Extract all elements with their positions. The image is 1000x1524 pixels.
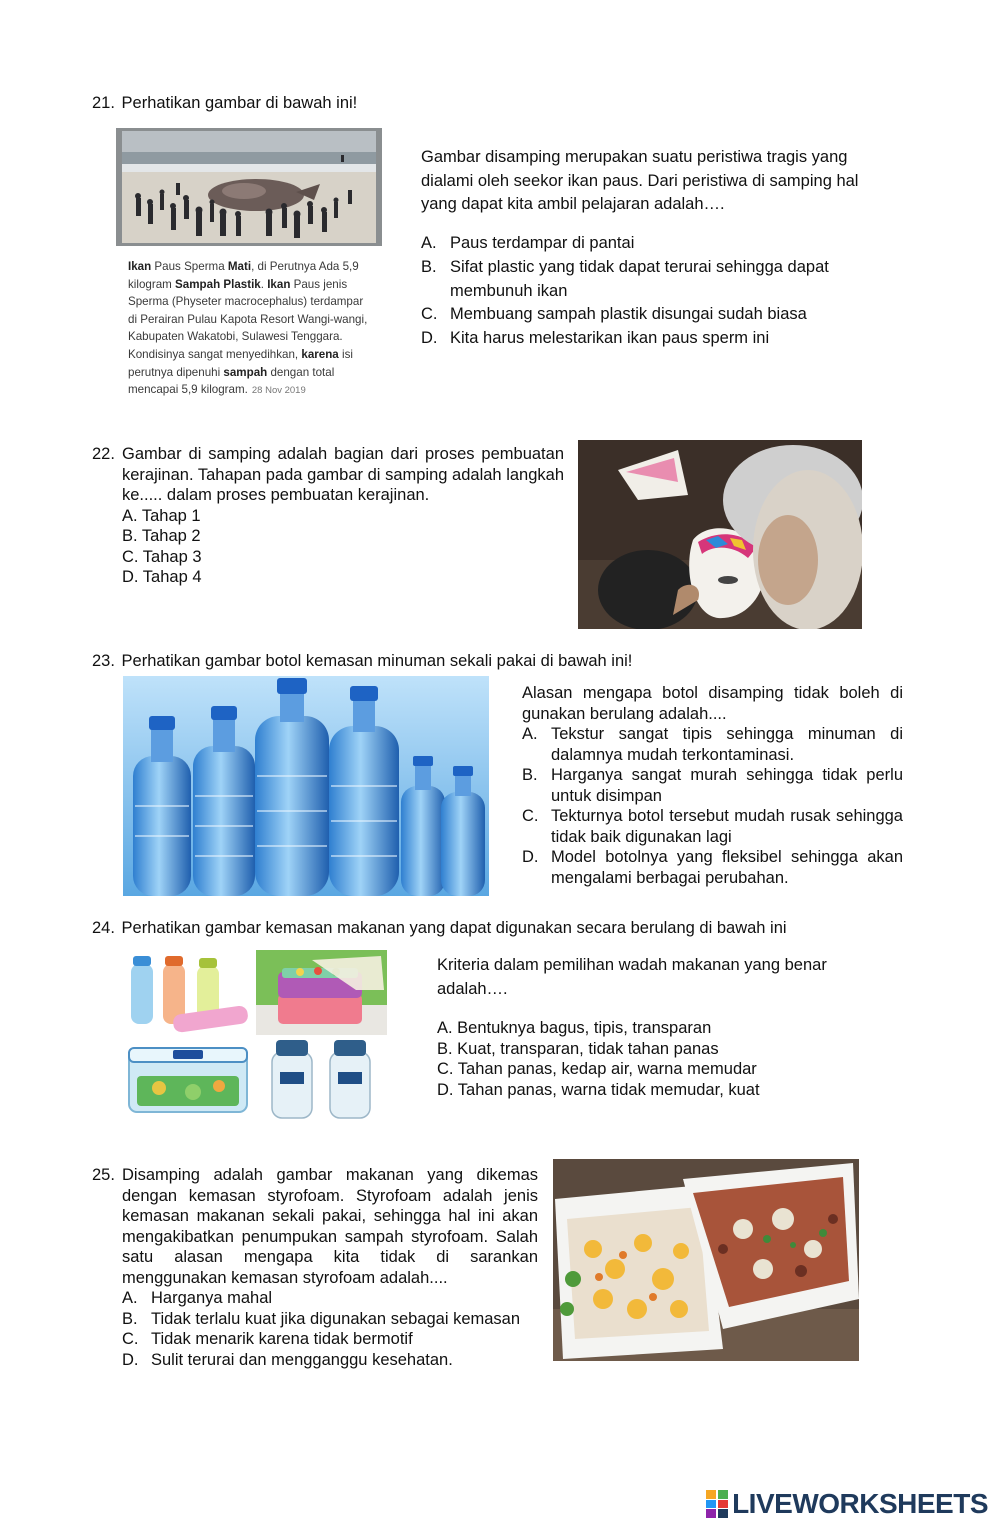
option-22-d[interactable]: D. Tahap 4 bbox=[122, 568, 202, 586]
option-25-b[interactable] bbox=[122, 1309, 538, 1330]
option-24-a[interactable]: A. Bentuknya bagus, tipis, transparan bbox=[437, 1019, 712, 1037]
option-25-a[interactable] bbox=[122, 1288, 538, 1309]
option-22-b[interactable]: B. Tahap 2 bbox=[122, 527, 201, 545]
option-letter: C. bbox=[421, 305, 438, 324]
question-21-options bbox=[421, 232, 869, 351]
reusable-bottles-photo bbox=[123, 950, 253, 1035]
question-24-number: 24. bbox=[92, 919, 115, 937]
option-23-d[interactable] bbox=[522, 847, 903, 888]
whale-news-caption bbox=[128, 258, 372, 400]
question-21-question: Gambar disamping merupakan suatu peristiwa tragis yang dialami oleh seekor ikan paus. Dari peristiwa di samping hal yang dapat kita ambil pelajaran adalah…. bbox=[421, 148, 859, 213]
option-23-b[interactable] bbox=[522, 765, 903, 806]
option-text: Tekstur sangat tipis sehingga minuman di dalamnya mudah terkontaminasi. bbox=[551, 725, 903, 764]
liveworksheets-logo-icon bbox=[706, 1490, 728, 1518]
question-21 bbox=[92, 93, 892, 114]
caption-text: dengan total mencapai 5,9 kilogram. bbox=[128, 365, 335, 397]
water-bottles-photo bbox=[256, 1038, 387, 1120]
lunchbox-photo bbox=[256, 950, 387, 1035]
question-22-number: 22. bbox=[92, 445, 115, 463]
option-letter: C. bbox=[122, 1330, 139, 1348]
question-21-prompt: Perhatikan gambar di bawah ini! bbox=[121, 94, 358, 112]
question-24-prompt: Perhatikan gambar kemasan makanan yang dapat digunakan secara berulang di bawah ini bbox=[121, 919, 787, 937]
styrofoam-food-photo bbox=[553, 1159, 859, 1361]
caption-text: Paus Sperma bbox=[151, 260, 228, 273]
option-25-c[interactable] bbox=[122, 1329, 538, 1350]
option-letter: B. bbox=[522, 766, 538, 784]
question-21-text bbox=[421, 146, 869, 217]
caption-text: . bbox=[260, 277, 268, 291]
caption-bold: Mati bbox=[227, 260, 252, 273]
option-24-d[interactable]: D. Tahan panas, warna tidak memudar, kuat bbox=[437, 1080, 760, 1099]
option-23-a[interactable] bbox=[522, 724, 903, 765]
option-24-b[interactable]: B. Kuat, transparan, tidak tahan panas bbox=[437, 1039, 719, 1058]
option-letter: A. bbox=[522, 725, 538, 743]
food-container-photo bbox=[123, 1038, 253, 1120]
option-text: Model botolnya yang fleksibel sehingga akan mengalami berbagai perubahan. bbox=[551, 848, 903, 887]
question-24-options bbox=[437, 1018, 867, 1100]
mask-painting-photo bbox=[578, 440, 862, 629]
option-22-a[interactable]: A. Tahap 1 bbox=[122, 506, 201, 525]
question-23-prompt: Perhatikan gambar botol kemasan minuman sekali pakai di bawah ini! bbox=[121, 652, 633, 670]
option-letter: B. bbox=[421, 257, 437, 276]
option-21-a[interactable] bbox=[421, 232, 869, 256]
option-text: Tidak terlalu kuat jika digunakan sebagai kemasan bbox=[151, 1309, 521, 1328]
option-text: Kita harus melestarikan ikan paus sperm ini bbox=[450, 329, 770, 348]
question-23-number: 23. bbox=[92, 652, 115, 670]
caption-date: 28 Nov 2019 bbox=[251, 385, 306, 397]
caption-text: , di Perutnya Ada 5,9 kilogram bbox=[128, 260, 359, 291]
liveworksheets-logo bbox=[706, 1487, 988, 1521]
caption-bold: Ikan bbox=[128, 260, 152, 273]
caption-bold: karena bbox=[301, 347, 339, 361]
option-letter: D. bbox=[522, 848, 539, 866]
question-24 bbox=[92, 918, 892, 939]
option-24-c[interactable]: C. Tahan panas, kedap air, warna memudar bbox=[437, 1060, 757, 1078]
question-24-question: Kriteria dalam pemilihan wadah makanan yang benar adalah…. bbox=[437, 956, 827, 998]
option-21-d[interactable] bbox=[421, 327, 869, 351]
caption-text: Paus jenis Sperma (Physeter macrocephalus) terdampar di Perairan Pulau Kapota Resort Wangi-wangi, Kabupaten Wakatobi, Sulawesi Tenggara. Kondisinya sangat menyedihkan, bbox=[128, 277, 368, 361]
question-22 bbox=[92, 444, 564, 588]
option-23-c[interactable] bbox=[522, 806, 903, 847]
caption-bold: Ikan bbox=[267, 277, 291, 291]
question-23-text bbox=[522, 683, 903, 888]
question-25-prompt: Disamping adalah gambar makanan yang dikemas dengan kemasan styrofoam. Styrofoam adalah jenis kemasan makanan sekali pakai, sehingga hal ini akan mengakibatkan penumpukan sampah styrofoam. Salah satu alasan mengapa kita tidak di sarankan menggunakan kemasan styrofoam adalah.... bbox=[122, 1166, 538, 1287]
option-letter: D. bbox=[122, 1350, 139, 1369]
option-text: Harganya sangat murah sehingga tidak perlu untuk disimpan bbox=[551, 766, 903, 805]
question-24-text bbox=[437, 954, 867, 1001]
option-letter: D. bbox=[421, 329, 438, 348]
plastic-bottles-photo bbox=[123, 676, 489, 896]
option-text: Sulit terurai dan mengganggu kesehatan. bbox=[151, 1350, 453, 1369]
option-text: Paus terdampar di pantai bbox=[450, 234, 635, 252]
liveworksheets-logo-text: LIVEWORKSHEETS bbox=[732, 1487, 988, 1519]
caption-bold: Sampah Plastik bbox=[175, 277, 261, 291]
option-text: Tidak menarik karena tidak bermotif bbox=[151, 1330, 413, 1348]
question-23 bbox=[92, 651, 892, 672]
option-25-d[interactable] bbox=[122, 1350, 538, 1371]
option-letter: C. bbox=[522, 807, 539, 825]
whale-beach-photo bbox=[116, 128, 382, 246]
caption-text: isi perutnya dipenuhi bbox=[128, 347, 353, 379]
question-22-prompt: Gambar di samping adalah bagian dari proses pembuatan kerajinan. Tahapan pada gambar di samping adalah langkah ke..... dalam proses pembuatan kerajinan. bbox=[122, 445, 564, 504]
caption-bold: sampah bbox=[223, 365, 268, 379]
question-21-number: 21. bbox=[92, 94, 115, 112]
question-23-question: Alasan mengapa botol disamping tidak boleh di gunakan berulang adalah.... bbox=[522, 684, 903, 723]
option-text: Harganya mahal bbox=[151, 1289, 273, 1307]
option-letter: A. bbox=[122, 1289, 138, 1307]
option-21-b[interactable] bbox=[421, 256, 869, 304]
option-letter: B. bbox=[122, 1309, 138, 1328]
question-25-number: 25. bbox=[92, 1166, 115, 1184]
option-text: Tekturnya botol tersebut mudah rusak sehingga tidak baik digunakan lagi bbox=[551, 807, 903, 846]
option-22-c[interactable]: C. Tahap 3 bbox=[122, 547, 202, 566]
question-25 bbox=[92, 1165, 538, 1370]
option-text: Membuang sampah plastik disungai sudah biasa bbox=[450, 305, 807, 324]
option-letter: A. bbox=[421, 234, 437, 252]
option-21-c[interactable] bbox=[421, 303, 869, 327]
option-text: Sifat plastic yang tidak dapat terurai sehingga dapat membunuh ikan bbox=[450, 257, 829, 300]
